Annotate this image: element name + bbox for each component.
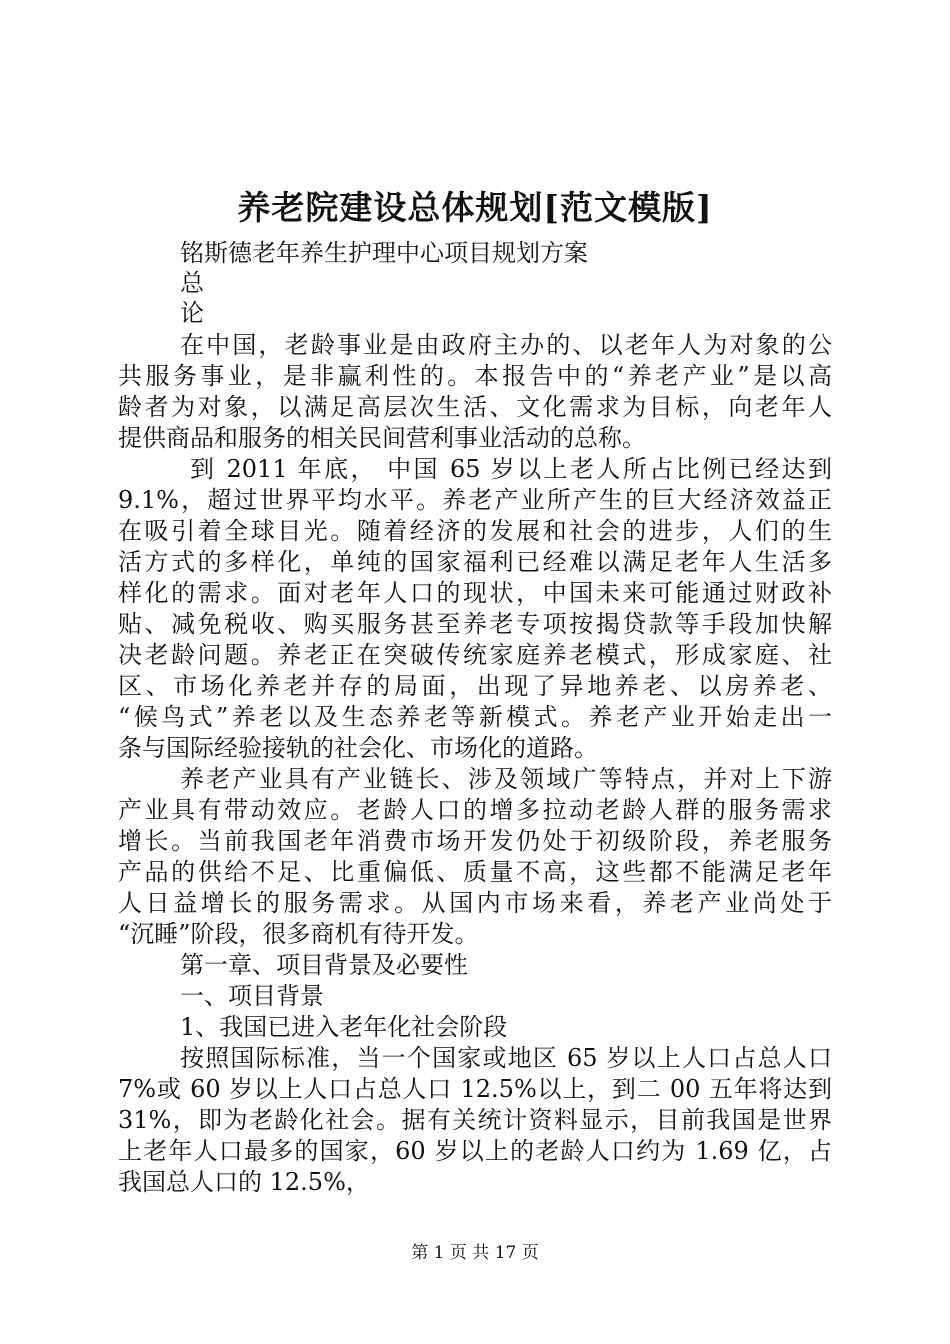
subtitle-line: 铭斯德老年养生护理中心项目规划方案 xyxy=(180,239,588,267)
paragraph-line: 提供商品和服务的相关民间营利事业活动的总称。 xyxy=(118,424,646,452)
section-heading: 一、项目背景 xyxy=(180,982,324,1010)
paragraph-line: 上老年人口最多的国家，60 岁以上的老龄人口约为 1.69 亿，占 xyxy=(118,1137,832,1165)
subsection-heading: 1、我国已进入老年化社会阶段 xyxy=(180,1013,508,1041)
paragraph-line: 31%，即为老龄化社会。据有关统计资料显示，目前我国是世界 xyxy=(118,1106,832,1134)
paragraph-line: 在吸引着全球目光。随着经济的发展和社会的进步，人们的生 xyxy=(118,517,832,545)
paragraph-line: 产业具有带动效应。老龄人口的增多拉动老龄人群的服务需求 xyxy=(118,796,832,824)
paragraph-line: 7%或 60 岁以上人口占总人口 12.5%以上，到二 00 五年将达到 xyxy=(118,1075,832,1103)
paragraph-line: 产品的供给不足、比重偏低、质量不高，这些都不能满足老年 xyxy=(118,858,832,886)
paragraph-line: 样化的需求。面对老年人口的现状，中国未来可能通过财政补 xyxy=(118,579,832,607)
chapter-heading: 第一章、项目背景及必要性 xyxy=(180,951,468,979)
paragraph-line: 人日益增长的服务需求。从国内市场来看，养老产业尚处于 xyxy=(118,889,832,917)
paragraph-line: 条与国际经验接轨的社会化、市场化的道路。 xyxy=(118,734,598,762)
document-title: 养老院建设总体规划[范文模版] xyxy=(237,188,713,227)
paragraph-line: 在中国，老龄事业是由政府主办的、以老年人为对象的公 xyxy=(180,331,832,359)
heading-line: 论 xyxy=(180,299,204,327)
heading-line: 总 xyxy=(180,269,204,297)
paragraph-line: 共服务事业，是非赢利性的。本报告中的“养老产业”是以高 xyxy=(118,362,832,390)
paragraph-line: 养老产业具有产业链长、涉及领域广等特点，并对上下游 xyxy=(180,765,832,793)
page-number-footer: 第 1 页 共 17 页 xyxy=(411,1243,539,1263)
paragraph-line: 决老龄问题。养老正在突破传统家庭养老模式，形成家庭、社 xyxy=(118,641,832,669)
paragraph-line: 增长。当前我国老年消费市场开发仍处于初级阶段，养老服务 xyxy=(118,827,832,855)
paragraph-line: “沉睡”阶段，很多商机有待开发。 xyxy=(118,920,479,948)
paragraph-line: 贴、减免税收、购买服务甚至养老专项按揭贷款等手段加快解 xyxy=(118,610,832,638)
paragraph-line: 龄者为对象，以满足高层次生活、文化需求为目标，向老年人 xyxy=(118,393,832,421)
paragraph-line: 区、市场化养老并存的局面，出现了异地养老、以房养老、 xyxy=(118,672,832,700)
paragraph-line: “候鸟式”养老以及生态养老等新模式。养老产业开始走出一 xyxy=(118,703,832,731)
paragraph-line: 到 2011 年底， 中国 65 岁以上老人所占比例已经达到 xyxy=(190,455,832,483)
paragraph-line: 我国总人口的 12.5%， xyxy=(118,1168,370,1196)
paragraph-line: 按照国际标准，当一个国家或地区 65 岁以上人口占总人口 xyxy=(180,1044,832,1072)
paragraph-line: 9.1%，超过世界平均水平。养老产业所产生的巨大经济效益正 xyxy=(118,486,832,514)
paragraph-line: 活方式的多样化，单纯的国家福利已经难以满足老年人生活多 xyxy=(118,548,832,576)
